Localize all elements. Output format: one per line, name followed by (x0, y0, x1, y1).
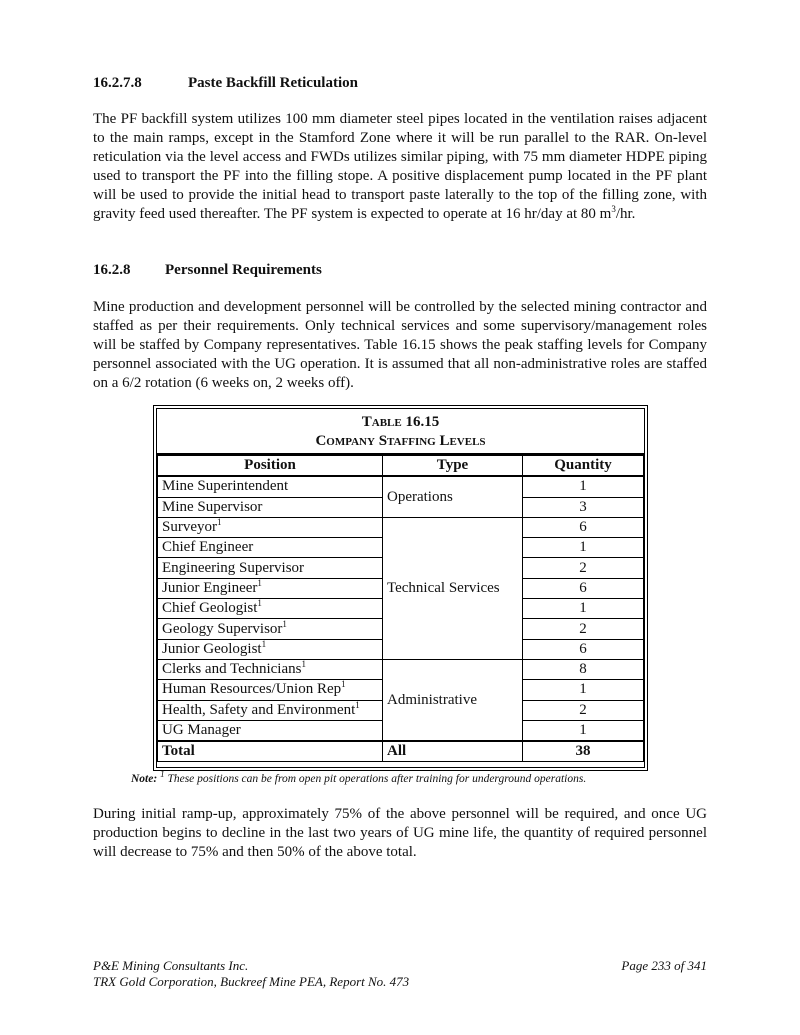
position-cell (158, 700, 383, 720)
section-number: 16.2.7.8 (93, 75, 142, 91)
section-number: 16.2.8 (93, 262, 131, 278)
quantity-cell: 2 (523, 700, 644, 720)
quantity-cell: 6 (523, 578, 644, 598)
footnote-marker: 1 (217, 517, 222, 528)
position-text: Health, Safety and Environment (162, 701, 356, 718)
footnote-marker: 1 (282, 618, 287, 629)
header-quantity: Quantity (523, 456, 644, 477)
position-cell (158, 517, 383, 537)
paragraph-text-end: /hr. (615, 206, 636, 222)
note-marker: 1 (160, 769, 165, 780)
section-heading-paste-backfill (93, 75, 358, 92)
paragraph-text: The PF backfill system utilizes 100 mm diameter steel pipes located in the ventilation raises adjacent to the main ramps, except in the Stamford Zone where it will be run parallel to the RAR. On-level reticulation via the level access and FWDs utilizes similar piping, with 75 mm diameter HDPE piping used to transport the PF into the filling stope. A positive displacement pump located in the PF plant will be used to provide the initial head to transport paste laterally to the top of the filling zone, with gravity feed used thereafter. The PF system is expected to operate at 16 hr/day at 80 m (93, 111, 707, 222)
total-quantity: 38 (523, 741, 644, 762)
staffing-grid (157, 455, 644, 762)
quantity-cell: 1 (523, 720, 644, 741)
quantity-cell: 2 (523, 619, 644, 639)
position-cell (158, 599, 383, 619)
superscript: 3 (611, 204, 616, 214)
position-cell (158, 578, 383, 598)
header-position: Position (158, 456, 383, 477)
note-label: Note: (131, 773, 161, 785)
position-text: Junior Geologist (162, 640, 262, 657)
table-row (158, 476, 644, 497)
quantity-cell: 6 (523, 639, 644, 659)
table-header-row (158, 456, 644, 477)
paragraph-personnel: Mine production and development personnel will be controlled by the selected mining contractor and staffed as per their requirements. Only technical services and some supervisory/management roles will be staffed by Company representatives. Table 16.15 shows the peak staffing levels for Company personnel associated with the UG operation. It is assumed that all non-administrative roles are staffed on a 6/2 rotation (6 weeks on, 2 weeks off). (93, 299, 707, 391)
total-label: Total (158, 741, 383, 762)
staffing-table (153, 405, 648, 771)
position-cell (158, 680, 383, 700)
position-text: UG Manager (162, 722, 241, 738)
position-text: Mine Superintendent (162, 478, 289, 495)
section-title: Personnel Requirements (165, 262, 322, 278)
table-title: Company Staffing Levels (315, 433, 486, 449)
footer-report: TRX Gold Corporation, Buckreef Mine PEA, Report No. 473 (93, 974, 410, 989)
quantity-cell: 3 (523, 497, 644, 517)
table-row (158, 659, 644, 679)
note-text: These positions can be from open pit operations after training for underground operations. (164, 773, 587, 785)
position-text: Chief Engineer (162, 539, 254, 556)
position-text: Human Resources/Union Rep (162, 681, 342, 698)
type-cell-operations: Operations (383, 476, 523, 517)
position-text: Geology Supervisor (162, 620, 283, 637)
position-text: Junior Engineer (162, 579, 258, 596)
position-cell (158, 619, 383, 639)
footer-left (93, 958, 409, 990)
footer-page-number: Page 233 of 341 (621, 958, 707, 973)
position-cell (158, 659, 383, 679)
footer-company: P&E Mining Consultants Inc. (93, 958, 249, 973)
section-heading-personnel (93, 262, 322, 279)
quantity-cell: 2 (523, 558, 644, 578)
footnote-marker: 1 (355, 699, 360, 710)
total-type: All (383, 741, 523, 762)
position-cell (158, 497, 383, 517)
section-title: Paste Backfill Reticulation (188, 75, 358, 91)
paragraph-paste-backfill (93, 110, 707, 224)
quantity-cell: 1 (523, 476, 644, 497)
quantity-cell: 8 (523, 659, 644, 679)
position-text: Surveyor (162, 519, 217, 536)
position-text: Clerks and Technicians (162, 661, 302, 678)
position-cell (158, 720, 383, 741)
position-cell (158, 476, 383, 497)
quantity-cell: 6 (523, 517, 644, 537)
position-text: Mine Supervisor (162, 498, 263, 515)
staffing-table-inner (156, 408, 645, 768)
footnote-marker: 1 (257, 598, 262, 609)
paragraph-ramp-up: During initial ramp-up, approximately 75% of the above personnel will be required, and once UG production begins to decline in the last two years of UG mine life, the quantity of required personnel will decrease to 75% and then 50% of the above total. (93, 806, 707, 860)
type-cell-administrative: Administrative (383, 659, 523, 741)
position-cell (158, 538, 383, 558)
footnote-marker: 1 (261, 638, 267, 649)
table-caption (157, 409, 644, 455)
quantity-cell: 1 (523, 680, 644, 700)
position-cell (158, 558, 383, 578)
table-number: Table 16.15 (361, 414, 440, 430)
position-text: Chief Geologist (162, 600, 258, 617)
type-cell-technical-services: Technical Services (383, 517, 523, 659)
header-type: Type (383, 456, 523, 477)
quantity-cell: 1 (523, 599, 644, 619)
position-text: Engineering Supervisor (162, 559, 305, 576)
table-row (158, 517, 644, 537)
table-total-row (158, 741, 644, 762)
position-cell (158, 639, 383, 659)
quantity-cell: 1 (523, 538, 644, 558)
footnote-marker: 1 (257, 577, 262, 588)
footnote-marker: 1 (301, 659, 306, 670)
footnote-marker: 1 (341, 679, 346, 690)
table-note (131, 769, 587, 785)
